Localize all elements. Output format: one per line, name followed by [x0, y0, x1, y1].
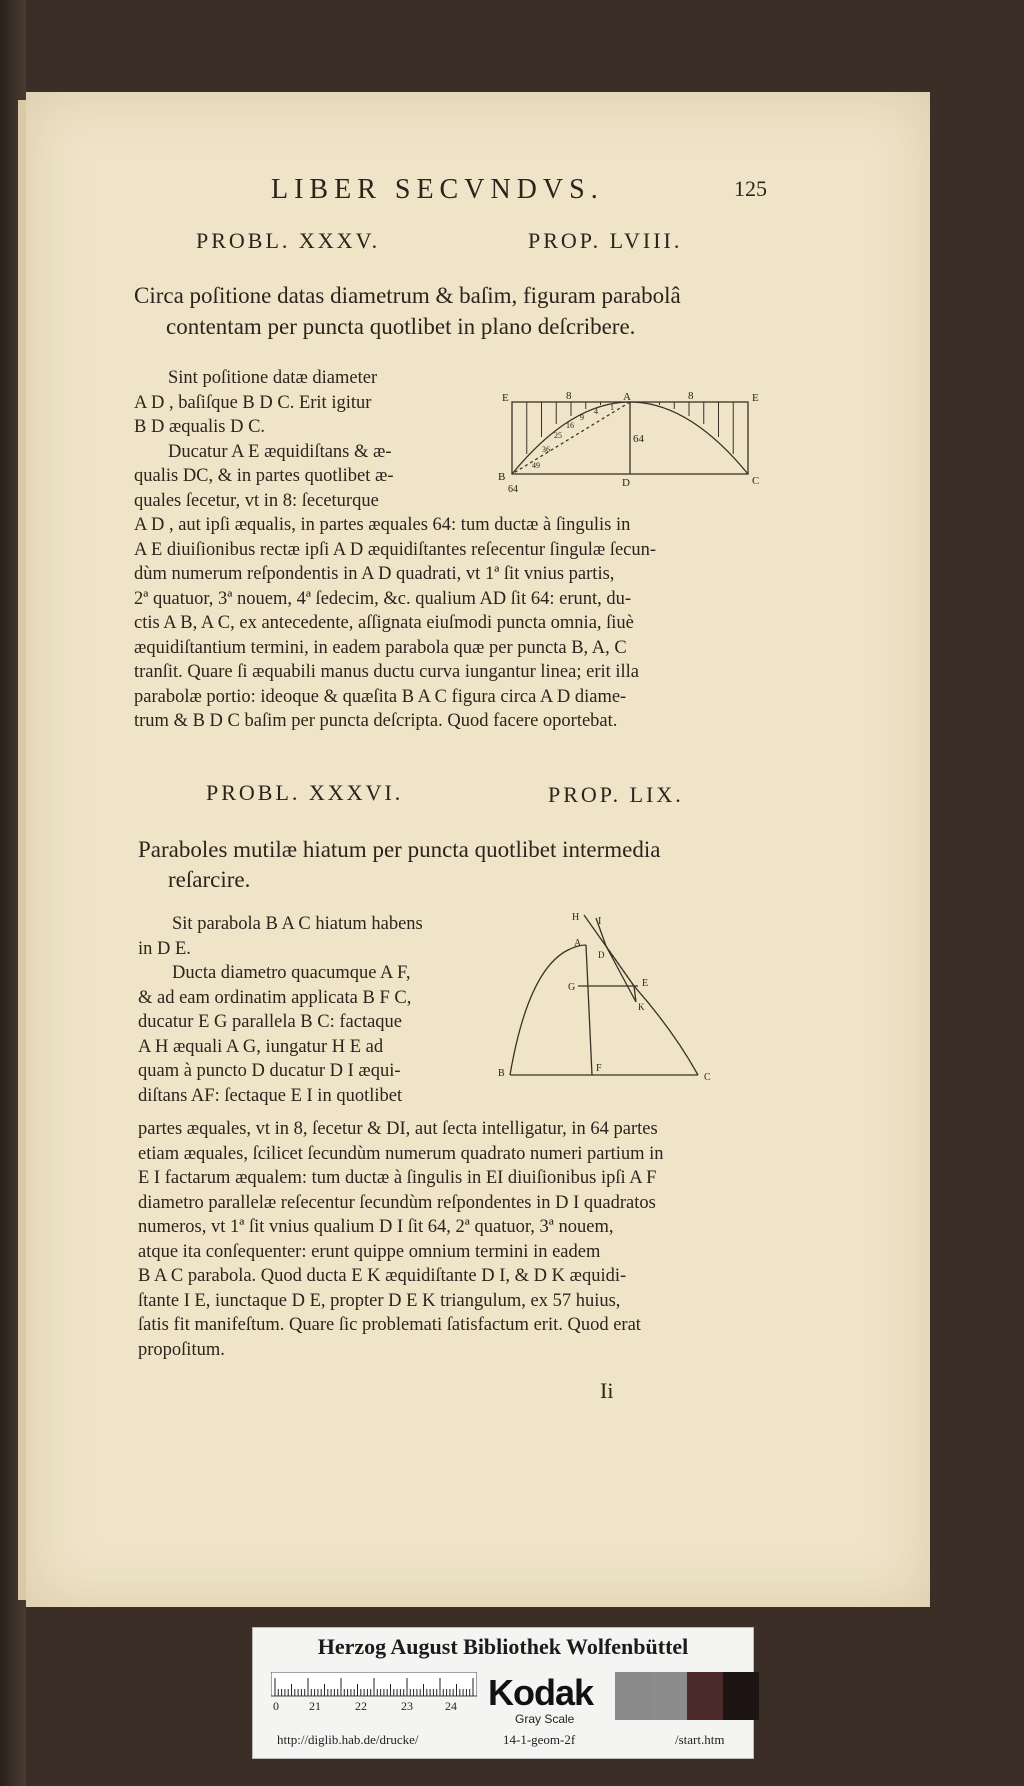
gray-patch — [687, 1672, 723, 1720]
label-8-right: 8 — [688, 392, 694, 402]
section2-full-text — [138, 1117, 760, 1362]
gray-scale-label: Gray Scale — [515, 1712, 575, 1726]
label-25: 25 — [554, 431, 562, 440]
text-line: 2ª quatuor, 3ª nouem, 4ª ſedecim, &c. qualium AD ſit 64: erunt, du- — [134, 588, 632, 609]
gray-patch — [615, 1672, 651, 1720]
text-line: E I factarum æqualem: tum ductæ à ſingulis in EI diuiſionibus ipſi A F — [138, 1168, 657, 1188]
proposition-heading-1: PROP. LVIII. — [528, 228, 683, 253]
gray-patch — [723, 1672, 759, 1720]
label-E-left: E — [502, 392, 509, 404]
label-D: D — [598, 950, 605, 960]
text-line: dùm numerum reſpondentis in A D quadrati, vt 1ª ſit vnius partis, — [134, 564, 615, 584]
gray-patch — [651, 1672, 687, 1720]
text-line: A H æquali A G, iungatur H E ad — [138, 1036, 384, 1057]
text-line: qualis DC, & in partes quotlibet æ- — [134, 466, 394, 486]
text-line: ducatur E G parallela B C: factaque — [138, 1012, 403, 1032]
label-C: C — [752, 475, 760, 487]
label-8-left: 8 — [566, 392, 572, 402]
figure-parabola-gap — [498, 910, 758, 1090]
label-49: 49 — [532, 461, 540, 470]
label-A: A — [574, 938, 582, 949]
problem-heading-2: PROBL. XXXVI. — [206, 780, 404, 805]
label-B: B — [498, 1068, 505, 1079]
book-page — [26, 92, 930, 1607]
label-9: 9 — [580, 413, 584, 422]
section1-full-text — [134, 513, 756, 734]
label-1: 1 — [610, 403, 614, 412]
gray-patches — [615, 1672, 759, 1720]
text-line: partes æquales, vt in 8, ſecetur & DI, aut ſecta intelligatur, in 64 partes — [138, 1119, 658, 1139]
text-line: in D E. — [138, 938, 191, 959]
text-line: quam à puncto D ducatur D I æqui- — [138, 1061, 401, 1081]
label-E: E — [642, 978, 649, 989]
label-4: 4 — [594, 407, 598, 416]
text-line: trum & B D C baſim per puncta deſcripta. Quod facere oportebat. — [134, 711, 618, 731]
start-link-text: /start.htm — [675, 1732, 725, 1747]
label-G: G — [568, 982, 576, 993]
ruler-number: 22 — [355, 1699, 367, 1712]
text-line: Sit parabola B A C hiatum habens — [172, 914, 423, 934]
section2-title-line-2: reſarcire. — [168, 867, 251, 892]
label-K: K — [638, 1002, 645, 1012]
text-line: æquidiſtantium termini, in eadem parabola quæ per puncta B, A, C — [134, 637, 627, 658]
text-line: Ducatur A E æquidiſtans & æ- — [168, 441, 392, 462]
label-A: A — [623, 392, 631, 403]
ruler-number: 21 — [309, 1699, 321, 1712]
section1-title-line-2: contentam per puncta quotlibet in plano deſcribere. — [166, 314, 636, 339]
text-line: parabolæ portio: ideoque & quæſita B A C figura circa A D diame- — [134, 686, 627, 707]
text-line: Sint poſitione datæ diameter — [168, 368, 378, 388]
section1-title-line-1: Circa poſitione datas diametrum & baſim, figuram parabolâ — [134, 283, 681, 308]
url-text: http://diglib.hab.de/drucke/ — [277, 1732, 419, 1747]
label-H: H — [572, 912, 580, 923]
page-number: 125 — [734, 176, 767, 201]
label-16: 16 — [566, 421, 574, 430]
text-line: tranſit. Quare ſi æquabili manus ductu curva iungantur linea; erit illa — [134, 662, 640, 682]
kodak-logo: Kodak — [488, 1672, 594, 1713]
problem-heading-1: PROBL. XXXV. — [196, 228, 381, 253]
ruler-number: 23 — [401, 1699, 413, 1712]
text-line: diametro parallelæ reſecentur ſecundùm reſpondentes in D I quadratos — [138, 1192, 656, 1213]
section2-title-line-1: Paraboles mutilæ hiatum per puncta quotlibet intermedia — [138, 837, 661, 862]
label-E-right: E — [752, 392, 759, 404]
text-line: ſtante I E, iunctaque D E, propter D E K triangulum, ex 57 huius, — [138, 1290, 621, 1311]
text-line: B A C parabola. Quod ducta E K æquidiſtante D I, & D K æquidi- — [138, 1266, 627, 1286]
label-I: I — [598, 916, 602, 927]
ruler-scale — [271, 1672, 477, 1712]
text-line: propoſitum. — [138, 1339, 225, 1360]
text-line: numeros, vt 1ª ſit vnius qualium D I ſit 64, 2ª quatuor, 3ª nouem, — [138, 1217, 614, 1237]
label-F: F — [596, 1063, 602, 1074]
library-name: Herzog August Bibliothek Wolfenbüttel — [317, 1634, 689, 1659]
section1-wrapped-text — [134, 366, 456, 513]
text-line: A E diuiſionibus rectæ ipſi A D æquidiſtantes reſecentur ſingulæ ſecun- — [134, 539, 657, 560]
text-line: & ad eam ordinatim applicata B F C, — [138, 987, 412, 1008]
figure-parabola-construction — [494, 392, 764, 502]
signature-mark: Ii — [600, 1378, 614, 1403]
shelfmark-text: 14-1-geom-2f — [503, 1732, 576, 1747]
section2-wrapped-text — [138, 912, 460, 1108]
parabola-left-branch — [510, 945, 586, 1075]
text-line: diſtans AF: ſectaque E I in quotlibet — [138, 1085, 403, 1106]
label-36: 36 — [542, 445, 550, 454]
text-line: quales ſecetur, vt in 8: ſeceturque — [134, 490, 379, 511]
label-64-corner: 64 — [508, 484, 518, 495]
text-line: ſatis fit manifeſtum. Quare ſic problemati ſatisfactum erit. Quod erat — [138, 1315, 641, 1335]
label-D: D — [622, 477, 630, 489]
ruler-number: 24 — [445, 1699, 457, 1712]
text-line: atque ita conſequenter: erunt quippe omnium termini in eadem — [138, 1241, 601, 1262]
label-64: 64 — [633, 433, 644, 445]
parabola-right-branch — [634, 986, 698, 1075]
running-head: LIBER SECVNDVS. — [271, 174, 604, 205]
diameter-AF — [586, 945, 592, 1075]
line-DK — [606, 946, 636, 1002]
label-B: B — [498, 471, 506, 483]
text-line: etiam æquales, ſcilicet ſecundùm numerum quadrato numeri partium in — [138, 1143, 664, 1164]
text-line: A D , baſiſque B D C. Erit igitur — [134, 392, 372, 413]
proposition-heading-2: PROP. LIX. — [548, 782, 684, 807]
library-colorbar — [252, 1627, 754, 1759]
text-line: A D , aut ipſi æqualis, in partes æquales 64: tum ductæ à ſingulis in — [134, 515, 631, 535]
text-line: B D æqualis D C. — [134, 417, 266, 437]
text-line: Ducta diametro quacumque A F, — [172, 963, 411, 983]
label-C: C — [704, 1072, 711, 1083]
ruler-number: 0 — [273, 1699, 279, 1712]
text-line: ctis A B, A C, ex antecedente, aſſignata eiuſmodi puncta omnia, ſiuè — [134, 613, 634, 633]
